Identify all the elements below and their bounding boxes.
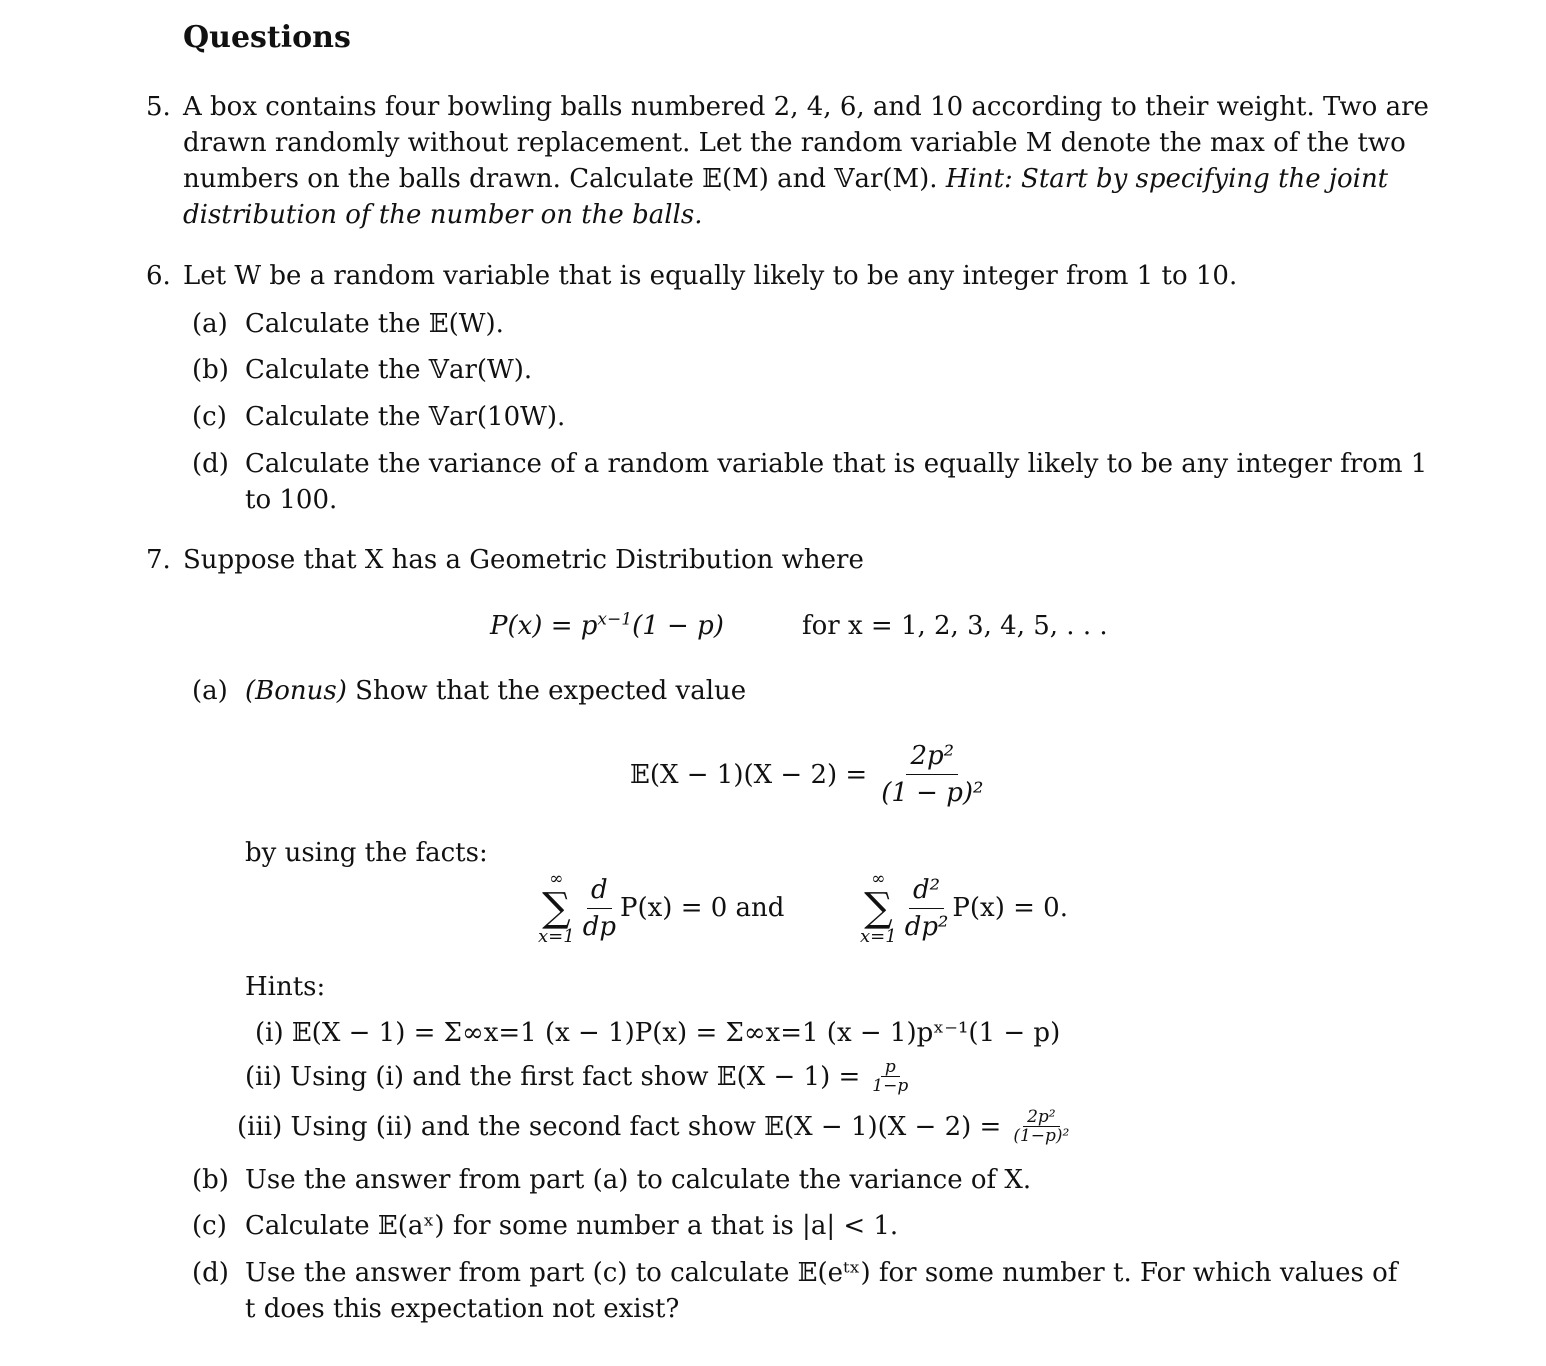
fraction-denominator: dp²: [904, 911, 949, 942]
sigma-glyph: ∑: [542, 885, 571, 931]
part-label: (d): [192, 1258, 229, 1288]
sum-symbol: [538, 868, 575, 948]
pmf-domain: for x = 1, 2, 3, 4, 5, . . .: [802, 611, 1108, 641]
part-text: to 100.: [245, 485, 338, 515]
fraction-numerator: d: [587, 872, 612, 909]
hint-iii: [237, 1108, 1073, 1145]
page-title: Questions: [183, 20, 351, 55]
fraction-denominator: (1−p)²: [1013, 1126, 1070, 1146]
question-text-part: numbers on the balls drawn. Calculate 𝔼(M) and 𝕍ar(M).: [183, 164, 938, 194]
pmf-lhs: P(x) = p: [490, 611, 598, 641]
question-text: Let W be a random variable that is equally likely to be any integer from 1 to 10.: [183, 261, 1238, 291]
part-text: Calculate the 𝕍ar(10W).: [245, 402, 566, 432]
part-text: Calculate 𝔼(aˣ) for some number a that is |a| < 1.: [245, 1211, 899, 1241]
question-text: A box contains four bowling balls numbered 2, 4, 6, and 10 according to their weight. Two are: [183, 92, 1429, 122]
part-label: (d): [192, 449, 229, 479]
question-number: 7.: [146, 545, 171, 575]
question-text: [183, 161, 1388, 197]
sum-lower: x=1: [860, 926, 897, 947]
part-text: [245, 673, 746, 709]
question-number: 6.: [146, 261, 171, 291]
fraction: [877, 738, 987, 811]
pmf-exponent: x−1: [597, 609, 633, 630]
sum-upper: ∞: [871, 869, 886, 889]
bonus-label: (Bonus): [245, 676, 347, 706]
part-label: (c): [192, 1211, 227, 1241]
hint-text: Hint: Start by specifying the joint: [945, 164, 1389, 194]
fact-1: [538, 868, 784, 948]
hint-ii: [245, 1058, 912, 1095]
fraction-denominator: (1 − p)²: [881, 778, 984, 808]
fraction-numerator: d²: [909, 872, 944, 909]
part-text: Calculate the 𝔼(W).: [245, 309, 504, 339]
derivative-fraction: [579, 872, 620, 945]
derivative-fraction: [901, 872, 953, 945]
sum-lower: x=1: [538, 926, 575, 947]
hint-fraction: [1009, 1108, 1073, 1145]
part-label: (b): [192, 1165, 229, 1195]
part-text: Calculate the variance of a random variable that is equally likely to be any integer from 1: [245, 449, 1428, 479]
sum-upper: ∞: [549, 869, 564, 889]
question-text: drawn randomly without replacement. Let the random variable M denote the max of the two: [183, 128, 1406, 158]
pmf-equation: [490, 608, 724, 644]
expectation-equation: [630, 738, 987, 811]
fact-text: P(x) = 0.: [952, 893, 1068, 923]
fraction-denominator: dp: [582, 911, 616, 942]
part-label: (b): [192, 355, 229, 385]
sigma-glyph: ∑: [864, 885, 893, 931]
sum-symbol: [860, 868, 897, 948]
part-label: (a): [192, 309, 228, 339]
fraction-numerator: 2p²: [1023, 1108, 1060, 1127]
part-text: Use the answer from part (a) to calculate the variance of X.: [245, 1165, 1032, 1195]
hint-text: (ii) Using (i) and the first fact show 𝔼(X − 1) =: [245, 1061, 861, 1092]
hint-text: (iii) Using (ii) and the second fact show 𝔼(X − 1)(X − 2) =: [237, 1111, 1002, 1142]
part-label: (a): [192, 676, 228, 706]
question-text: Suppose that X has a Geometric Distribution where: [183, 545, 864, 575]
part-text: Calculate the 𝕍ar(W).: [245, 355, 533, 385]
part-label: (c): [192, 402, 227, 432]
part-text-body: Show that the expected value: [355, 676, 747, 706]
question-number: 5.: [146, 92, 171, 122]
fraction-numerator: 2p²: [906, 738, 958, 775]
part-text: Use the answer from part (c) to calculate 𝔼(eᵗˣ) for some number t. For which values of: [245, 1258, 1398, 1288]
fraction-denominator: 1−p: [872, 1076, 909, 1096]
facts-intro: by using the facts:: [245, 838, 488, 868]
hint-text: distribution of the number on the balls.: [183, 200, 703, 230]
fact-2: [860, 868, 1068, 948]
hint-fraction: [868, 1058, 912, 1095]
fact-text: P(x) = 0 and: [619, 893, 785, 923]
hint-i: (i) 𝔼(X − 1) = Σ∞x=1 (x − 1)P(x) = Σ∞x=1 (x − 1)pˣ⁻¹(1 − p): [255, 1018, 1061, 1048]
fraction-numerator: p: [881, 1058, 900, 1077]
equation-lhs: 𝔼(X − 1)(X − 2) =: [630, 759, 868, 790]
hints-title: Hints:: [245, 972, 326, 1002]
pmf-rhs: (1 − p): [632, 611, 724, 641]
part-text: t does this expectation not exist?: [245, 1294, 680, 1324]
